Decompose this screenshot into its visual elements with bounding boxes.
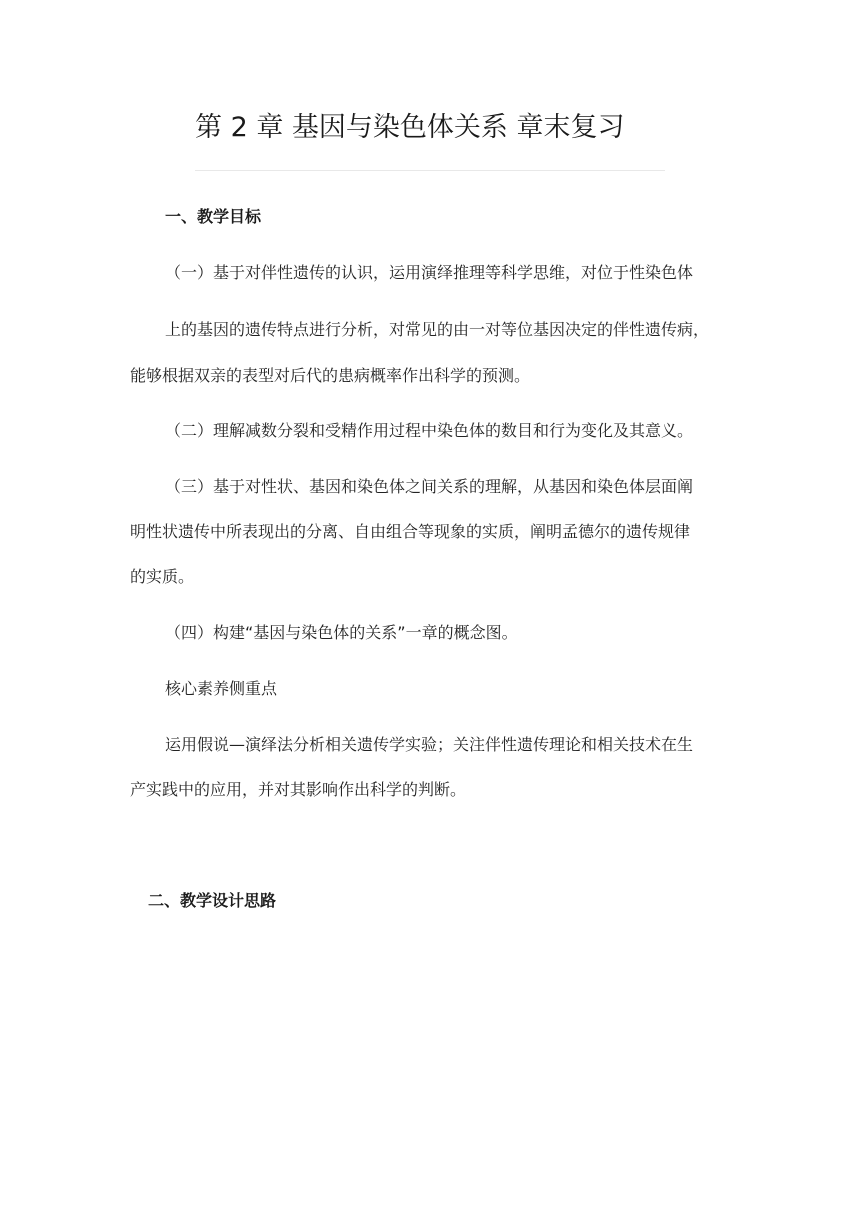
goal-1-line-1: （一）基于对伴性遗传的认识，运用演绎推理等科学思维，对位于性染色体 (165, 263, 694, 282)
goal-3-line-1: （三）基于对性状、基因和染色体之间关系的理解，从基因和染色体层面阐 (165, 477, 694, 496)
section-heading-teaching-goals: 一、教学目标 (165, 207, 262, 226)
goal-4-line-1: （四）构建“基因与染色体的关系”一章的概念图。 (165, 623, 518, 642)
document-title: 第 2 章 基因与染色体关系 章末复习 (195, 112, 625, 143)
goal-1-line-3: 能够根据双亲的表型对后代的患病概率作出科学的预测。 (130, 366, 531, 385)
title-divider (195, 170, 665, 171)
core-competency-line-2: 产实践中的应用，并对其影响作出科学的判断。 (130, 780, 467, 799)
core-competency-line-1: 运用假说—演绎法分析相关遗传学实验；关注伴性遗传理论和相关技术在生 (165, 735, 694, 754)
goal-3-line-2: 明性状遗传中所表现出的分离、自由组合等现象的实质，阐明孟德尔的遗传规律 (130, 522, 691, 541)
goal-3-line-3: 的实质。 (130, 567, 195, 586)
section-heading-design-ideas: 二、教学设计思路 (148, 891, 277, 910)
goal-2-line-1: （二）理解减数分裂和受精作用过程中染色体的数目和行为变化及其意义。 (165, 421, 694, 440)
core-competency-label: 核心素养侧重点 (165, 679, 278, 698)
goal-1-line-2: 上的基因的遗传特点进行分析，对常见的由一对等位基因决定的伴性遗传病， (165, 320, 710, 339)
